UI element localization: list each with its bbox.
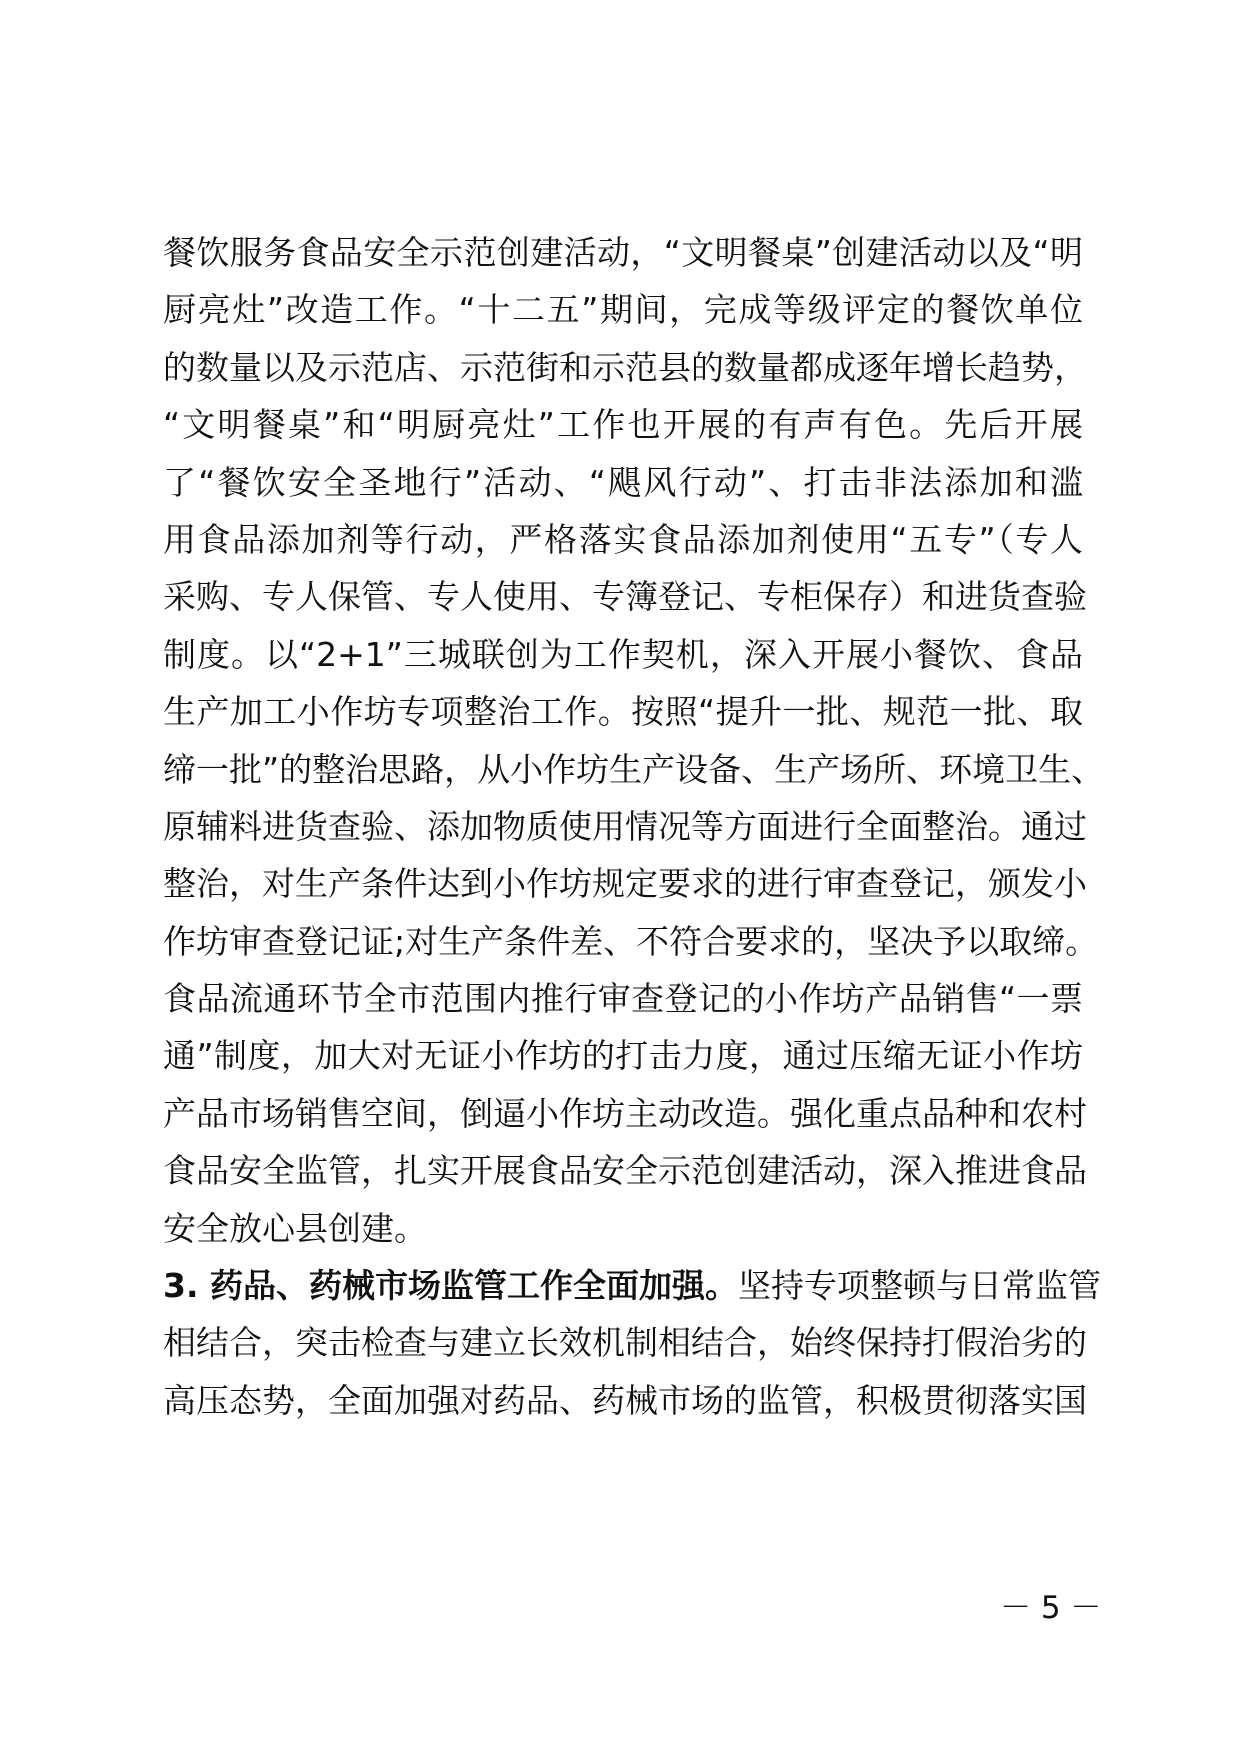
text-line: 产品市场销售空间，倒逼小作坊主动改造。强化重点品种和农村 xyxy=(163,1093,1087,1133)
paragraph-food-safety xyxy=(163,224,1105,1257)
text-line: 用食品添加剂等行动，严格落实食品添加剂使用“五专”（专人 xyxy=(163,519,1083,559)
text-line: 厨亮灶”改造工作。“十二五”期间，完成等级评定的餐饮单位 xyxy=(163,290,1083,330)
text-line: 作坊审查登记证;对生产条件差、不符合要求的，坚决予以取缔。 xyxy=(163,921,1099,961)
text-line: 了“餐饮安全圣地行”活动、“飓风行动”、打击非法添加和滥 xyxy=(163,462,1083,502)
section-heading: 3. 药品、药械市场监管工作全面加强。 xyxy=(163,1266,738,1306)
text-line: “文明餐桌”和“明厨亮灶”工作也开展的有声有色。先后开展 xyxy=(163,405,1083,445)
page-number: － 5 － xyxy=(1000,1590,1102,1626)
text-line-last: 安全放心县创建。 xyxy=(163,1208,427,1248)
text-line: 食品安全监管，扎实开展食品安全示范创建活动，深入推进食品 xyxy=(163,1151,1087,1191)
text-line: 缔一批”的整治思路，从小作坊生产设备、生产场所、环境卫生、 xyxy=(163,749,1105,789)
section-heading-line xyxy=(163,1257,1101,1314)
text-line: 采购、专人保管、专人使用、专簿登记、专柜保存）和进货查验 xyxy=(163,577,1087,617)
text-line: 的数量以及示范店、示范街和示范县的数量都成逐年增长趋势， xyxy=(163,347,1087,387)
text-line: 高压态势，全面加强对药品、药械市场的监管，积极贯彻落实国 xyxy=(163,1380,1087,1420)
section-drug-supervision xyxy=(163,1257,1101,1429)
text-line: 食品流通环节全市范围内推行审查登记的小作坊产品销售“一票 xyxy=(163,979,1083,1019)
text-line: 整治，对生产条件达到小作坊规定要求的进行审查登记，颁发小 xyxy=(163,864,1087,904)
text-line: 餐饮服务食品安全示范创建活动，“文明餐桌”创建活动以及“明 xyxy=(163,233,1083,272)
text-line: 制度。以“2+1”三城联创为工作契机，深入开展小餐饮、食品 xyxy=(163,634,1083,674)
text-line: 通”制度，加大对无证小作坊的打击力度，通过压缩无证小作坊 xyxy=(163,1036,1083,1076)
text-line: 相结合，突击检查与建立长效机制相结合，始终保持打假治劣的 xyxy=(163,1323,1087,1363)
text-line: 原辅料进货查验、添加物质使用情况等方面进行全面整治。通过 xyxy=(163,806,1087,846)
document-body xyxy=(163,224,1105,1429)
section-heading-continuation: 坚持专项整顿与日常监管 xyxy=(738,1266,1101,1306)
text-line: 生产加工小作坊专项整治工作。按照“提升一批、规范一批、取 xyxy=(163,692,1083,732)
